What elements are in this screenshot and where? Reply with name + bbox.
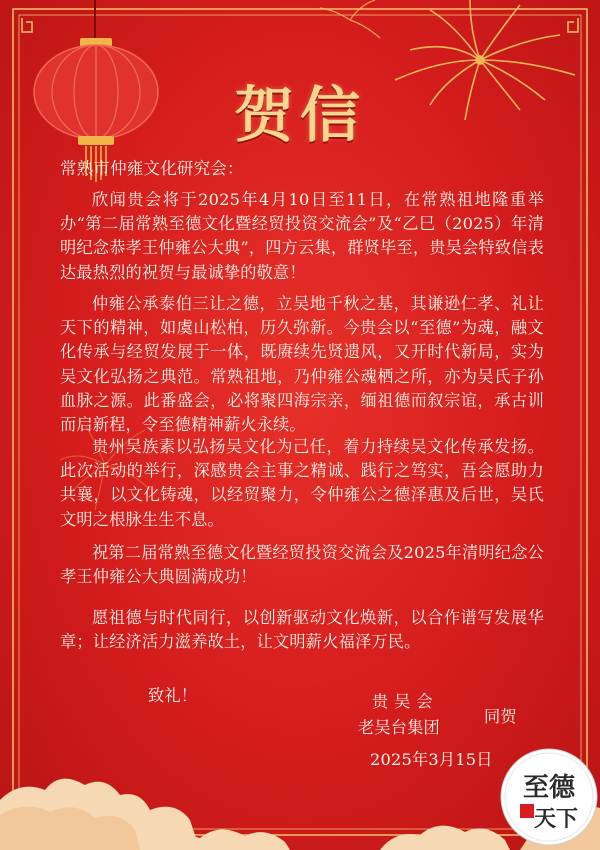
paragraph-1: 欣闻贵会将于2025年4月10日至11日，在常熟祖地隆重举办“第二届常熟至德文化暨经贸投资交流会”及“乙巳（2025）年清明纪念恭孝王仲雍公大典”，四方云集，群贤毕至，贵吴会特致信表达最热烈的祝贺与最诚挚的敬意！ xyxy=(60,190,544,282)
paragraph-5: 愿祖德与时代同行，以创新驱动文化焕新，以合作谱写发展华章；让经济活力滋养故土，让文明薪火福泽万民。 xyxy=(60,608,544,652)
logo-text-top: 至德 xyxy=(522,773,576,803)
joint-greeting: 同贺 xyxy=(484,707,517,726)
letter-date: 2025年3月15日 xyxy=(370,750,493,769)
logo-text-bottom: 天下 xyxy=(533,806,579,832)
salutation: 常熟市仲雍文化研究会： xyxy=(60,159,244,178)
paragraph-4: 祝第二届常熟至德文化暨经贸投资交流会及2025年清明纪念公孝王仲雍公大典圆满成功！ xyxy=(60,543,544,587)
signer-1: 贵吴会 xyxy=(372,692,439,711)
seal-logo-icon xyxy=(498,746,600,848)
letter-title: 贺信 xyxy=(234,81,366,151)
paragraph-2: 仲雍公承泰伯三让之德，立吴地千秋之基，其谦逊仁孝、礼让天下的精神，如虞山松柏，历久弥新。今贵会以“至德”为魂，融文化传承与经贸发展于一体，既赓续先贤遗风，又开时代新局，实为吴文化弘扬之典范。常熟祖地，乃仲雍公魂栖之所，亦为吴氏子孙血脉之源。此番盛会，必将聚四海宗亲，缅祖德而叙宗谊，承古训而启新程，令至德精神薪火永续。 xyxy=(60,294,544,435)
signer-2: 老吴台集团 xyxy=(358,718,440,737)
paragraph-3: 贵州吴族素以弘扬吴文化为己任，着力持续吴文化传承发扬。此次活动的举行，深感贵会主事之精诚、践行之笃实，吾会愿助力共襄，以文化铸魂，以经贸聚力，令仲雍公之德泽惠及后世，吴氏文明之根脉生生不息。 xyxy=(60,437,544,529)
closing: 致礼！ xyxy=(148,686,198,705)
